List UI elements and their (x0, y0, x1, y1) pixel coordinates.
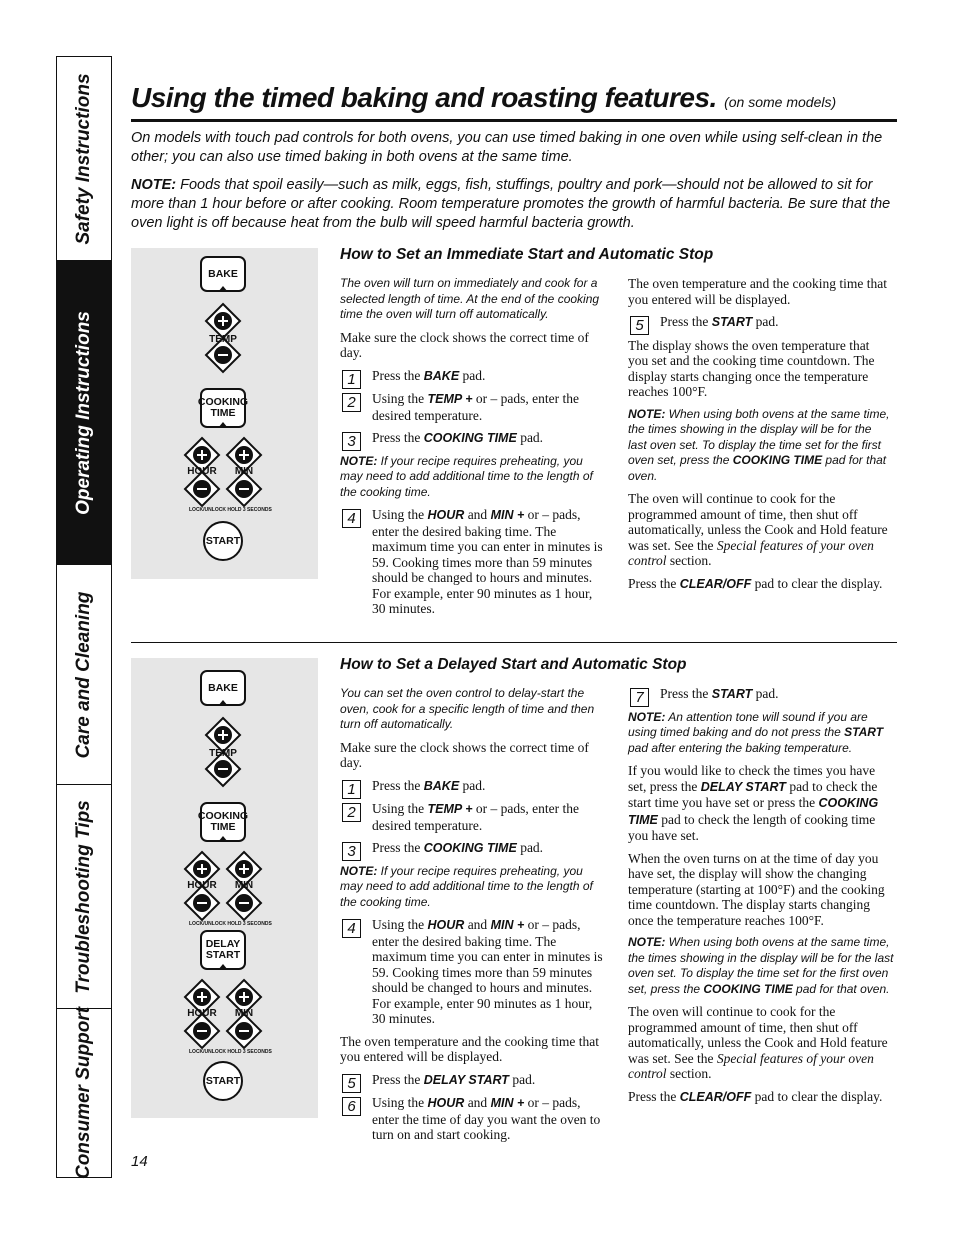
bake-label: BAKE (208, 681, 238, 694)
delay-label: DELAY (205, 938, 241, 950)
body-text: pad to clear the display. (751, 1088, 883, 1104)
tab-care-and-cleaning[interactable] (57, 565, 111, 785)
step-text: pad. (752, 314, 779, 329)
tab-label: Consumer Support (73, 1006, 94, 1180)
lock-unlock-label: LOCK/UNLOCK HOLD 3 SECONDS (189, 921, 272, 927)
step-4 (340, 917, 606, 1027)
body-text: pad to check the length of cooking time you have set. (628, 811, 876, 843)
minus-icon-h (218, 768, 228, 770)
step-number: 6 (342, 1097, 361, 1116)
pad-name: COOKING TIME (423, 431, 517, 445)
turn-on-info: When the oven turns on at the time of day you have set, the display will show the changing temperature (starting at 100°F) and the cooking time countdown. The display starts changing once the temperature reaches 100°F. (628, 850, 885, 928)
immediate-right-column (628, 276, 890, 599)
min-label: MIN (234, 880, 254, 891)
time-label: TIME (210, 407, 236, 419)
title-text: Using the timed baking and roasting features. (131, 82, 717, 113)
temp-label: TEMP (209, 748, 237, 759)
step-text: and (464, 917, 491, 932)
pad-name: DELAY START (423, 1072, 509, 1087)
pad-name: MIN + (490, 508, 525, 522)
note-text: pad for that oven. (628, 453, 887, 483)
tab-label: Operating Instructions (73, 310, 94, 515)
pad-name: HOUR (427, 1096, 465, 1110)
cooking-time-pad[interactable] (197, 388, 249, 428)
lock-unlock-label: LOCK/UNLOCK HOLD 3 SECONDS (189, 1049, 272, 1055)
keypad-panel-delayed (131, 658, 318, 1118)
step-text: or – pads, enter the desired baking time. The maximum time you can enter in minutes is 59. Cooking times more than 59 minutes should be changed to hours and minutes. For example, enter 90 minutes as 1 hour, 30 minutes. (372, 507, 603, 616)
delay-start-pad[interactable] (200, 930, 246, 970)
bake-label: BAKE (208, 267, 238, 280)
step-text: or – pads, enter the time of day you want the oven to turn on and start cooking. (372, 1095, 601, 1142)
step-text: or – pads, enter the desired temperature. (372, 391, 580, 423)
delayed-right-column (628, 686, 894, 1112)
min-label: MIN (234, 466, 254, 477)
step-6 (340, 1095, 606, 1143)
section-reference: Special features of your oven control (628, 537, 874, 568)
bake-pad[interactable] (200, 256, 246, 292)
body-text: The oven will continue to cook for the programmed amount of time, then shut off automatically, unless the Cook and Hold feature was set. See the (628, 491, 888, 553)
both-ovens-note (628, 407, 890, 485)
pad-name: TEMP + (427, 392, 473, 406)
pad-name: START (711, 315, 753, 329)
note-label: NOTE: (628, 935, 666, 949)
cook-hold-info (628, 491, 890, 569)
tab-consumer-support[interactable] (57, 1006, 111, 1180)
step-number: 5 (630, 316, 649, 335)
plus-icon-v (201, 864, 203, 874)
step-text: Using the (372, 391, 428, 406)
plus-icon-v (222, 316, 224, 326)
step-text: pad. (752, 686, 779, 701)
body-text: pad to check the start time you have set or press the (628, 778, 878, 810)
step-text: Using the (372, 507, 428, 522)
time-label: TIME (210, 821, 236, 833)
side-tab-bar (56, 56, 112, 1178)
step-number: 1 (342, 780, 361, 799)
clock-instruction: Make sure the clock shows the correct time of day. (340, 739, 589, 770)
start-label: START (205, 1075, 241, 1087)
step-text: Using the (372, 1095, 428, 1110)
note-label: NOTE: (131, 177, 177, 193)
pad-name: COOKING TIME (732, 453, 823, 467)
pad-name: MIN + (490, 918, 525, 932)
note-text: pad for that oven. (792, 981, 890, 996)
hour-label: HOUR (187, 880, 217, 891)
indicator-triangle (218, 422, 228, 428)
pad-name: COOKING TIME (628, 796, 879, 827)
minus-icon-h (239, 1030, 249, 1032)
step-number: 4 (342, 919, 361, 938)
cooking-label: COOKING (197, 810, 249, 822)
minus-icon-h (239, 902, 249, 904)
step-text: pad. (508, 1071, 536, 1087)
pad-name: TEMP + (427, 802, 473, 816)
clear-info (628, 576, 890, 593)
step-number: 1 (342, 370, 361, 389)
clock-instruction: Make sure the clock shows the correct time of day. (340, 329, 589, 360)
lock-unlock-label: LOCK/UNLOCK HOLD 3 SECONDS (189, 507, 272, 513)
plus-icon-v (243, 992, 245, 1002)
title-subtitle: (on some models) (724, 94, 837, 110)
section-divider (131, 642, 897, 643)
tab-label: Safety Instructions (73, 72, 94, 245)
clear-info (628, 1089, 894, 1106)
body-text: section. (666, 553, 712, 568)
step-text: Press the (372, 367, 424, 383)
note-text: Foods that spoil easily—such as milk, eggs, fish, stuffings, poultry and pork—should not be allowed to sit for more than 1 hour before or after cooking. Room temperature promotes the growth of harmful bacteria. Be sure that the oven light is off because heat from the bulb will speed harmful bacteria growth. (131, 177, 891, 231)
step-number: 5 (342, 1074, 361, 1093)
note-label: NOTE: (340, 863, 378, 878)
pad-name: COOKING TIME (423, 841, 517, 855)
both-ovens-note (628, 935, 894, 997)
plus-icon-v (243, 864, 245, 874)
step-5 (628, 314, 890, 334)
indicator-triangle (218, 286, 228, 292)
body-text: section. (666, 1066, 712, 1081)
body-text: Press the (628, 575, 680, 591)
step-text: pad. (516, 430, 544, 445)
attention-tone-note (628, 710, 894, 757)
minus-icon-h (197, 1030, 207, 1032)
hour-label: HOUR (187, 466, 217, 477)
body-text: Press the (628, 1088, 680, 1104)
step-text: and (464, 1095, 491, 1110)
step-text: Press the (372, 777, 424, 793)
preheat-note (340, 864, 606, 911)
step-1 (340, 777, 606, 798)
title-rule (131, 119, 897, 122)
immediate-left-column (340, 276, 606, 624)
note-label: NOTE: (628, 406, 666, 421)
pad-name: HOUR (427, 508, 465, 522)
cook-hold-info (628, 1004, 894, 1082)
section-intro: You can set the oven control to delay-start the oven, cook for a specific length of time and then turn off automatically. (340, 686, 595, 731)
pad-name: COOKING TIME (703, 981, 793, 996)
step-text: or – pads, enter the desired temperature. (372, 801, 580, 833)
plus-icon-v (222, 730, 224, 740)
start-pad[interactable] (203, 1061, 243, 1101)
section-heading-delayed: How to Set a Delayed Start and Automatic Stop (340, 656, 687, 673)
tab-label: Care and Cleaning (73, 591, 94, 758)
delay-start-label: START (205, 949, 241, 961)
cooking-label: COOKING (197, 396, 249, 408)
note-text: pad after entering the baking temperature. (628, 740, 853, 755)
step-text: Using the (372, 801, 428, 816)
body-text: The oven will continue to cook for the programmed amount of time, then shut off automatically, unless the Cook and Hold feature was set. See the (628, 1004, 888, 1066)
min-label: MIN (234, 1008, 254, 1019)
cooking-time-pad[interactable] (197, 802, 249, 842)
tab-safety-instructions[interactable] (57, 57, 111, 261)
pad-name: MIN + (490, 1096, 525, 1110)
indicator-triangle (218, 964, 228, 970)
indicator-triangle (218, 700, 228, 706)
minus-icon-h (197, 902, 207, 904)
step-1 (340, 367, 606, 388)
minus-icon-h (239, 488, 249, 490)
bake-pad[interactable] (200, 670, 246, 706)
page-number: 14 (131, 1153, 148, 1170)
plus-icon-v (201, 992, 203, 1002)
step-text: Using the (372, 917, 428, 932)
delayed-left-column (340, 686, 606, 1150)
check-times-info (628, 763, 894, 844)
step-5 (340, 1071, 606, 1092)
section-intro: The oven will turn on immediately and cook for a selected length of time. At the end of the cooking time the oven will turn off automatically. (340, 276, 600, 321)
indicator-triangle (218, 836, 228, 842)
pad-name: HOUR (427, 918, 465, 932)
pad-name: DELAY START (700, 779, 786, 794)
step-text: pad. (459, 777, 486, 793)
step-text: Press the (372, 1071, 424, 1087)
tab-label: Troubleshooting Tips (73, 799, 94, 994)
intro-paragraph: On models with touch pad controls for both ovens, you can use timed baking in one oven while using self-clean in the other; you can also use timed baking in both ovens at the same time. (131, 130, 883, 165)
note-text: When using both ovens at the same time, the times showing in the display will be for the last oven set. To display the time set for the first oven set, press the (628, 935, 894, 996)
note-text: An attention tone will sound if you are using timed baking and do not press the (628, 709, 868, 739)
step-text: Press the (372, 840, 424, 855)
pad-name: CLEAR/OFF (679, 576, 752, 591)
step-text: Press the (660, 314, 712, 329)
step-text: Press the (372, 430, 424, 445)
note-text: If your recipe requires preheating, you may need to add additional time to the length of the cooking time. (340, 863, 593, 909)
pad-name: CLEAR/OFF (679, 1089, 752, 1104)
step-number: 3 (342, 432, 361, 451)
start-pad[interactable] (203, 521, 243, 561)
pad-name: START (844, 725, 884, 739)
step-number: 2 (342, 393, 361, 412)
section-reference: Special features of your oven control (628, 1050, 874, 1081)
note-label: NOTE: (340, 453, 378, 468)
plus-icon-v (201, 450, 203, 460)
start-label: START (205, 535, 241, 547)
step-3 (340, 430, 606, 450)
step-text: pad. (459, 367, 486, 383)
step-number: 4 (342, 509, 361, 528)
note-text: When using both ovens at the same time, the times showing in the display will be for the last oven set. To display the time set for the first oven set, press the (628, 406, 890, 467)
tab-troubleshooting-tips[interactable] (57, 785, 111, 1009)
countdown-info: The display shows the oven temperature that you set and the cooking time countdown. The display starts changing once the temperature reaches 100°F. (628, 337, 875, 399)
step-number: 7 (630, 688, 649, 707)
display-info: The oven temperature and the cooking time that you entered will be displayed. (628, 276, 888, 307)
page-title (131, 82, 836, 114)
preheat-note (340, 454, 606, 501)
pad-name: START (711, 687, 753, 701)
step-text: and (464, 507, 491, 522)
step-text: Press the (660, 686, 712, 701)
section-heading-immediate: How to Set an Immediate Start and Automatic Stop (340, 246, 714, 263)
hour-label: HOUR (187, 1008, 217, 1019)
temp-label: TEMP (209, 334, 237, 345)
pad-name: BAKE (423, 778, 460, 793)
step-text: or – pads, enter the desired baking time. The maximum time you can enter in minutes is 59. Cooking times more than 59 minutes should be changed to hours and minutes. For example, enter 90 minutes as 1 hour, 30 minutes. (372, 917, 603, 1026)
minus-icon-h (218, 354, 228, 356)
tab-operating-instructions[interactable] (57, 261, 111, 565)
keypad-panel-immediate (131, 248, 318, 579)
step-number: 3 (342, 842, 361, 861)
body-text: pad to clear the display. (751, 575, 883, 591)
step-2 (340, 391, 606, 423)
pad-name: BAKE (423, 368, 460, 383)
step-number: 2 (342, 803, 361, 822)
body-text: If you would like to check the times you have set, press the (628, 763, 876, 794)
note-label: NOTE: (628, 709, 666, 724)
step-4 (340, 507, 606, 617)
display-info: The oven temperature and the cooking time that you entered will be displayed. (340, 1033, 600, 1064)
plus-icon-v (243, 450, 245, 460)
step-text: pad. (516, 840, 544, 855)
minus-icon-h (197, 488, 207, 490)
intro-note (131, 176, 891, 233)
note-text: If your recipe requires preheating, you may need to add additional time to the length of the cooking time. (340, 453, 593, 499)
step-3 (340, 840, 606, 860)
step-7 (628, 686, 894, 706)
step-2 (340, 801, 606, 833)
